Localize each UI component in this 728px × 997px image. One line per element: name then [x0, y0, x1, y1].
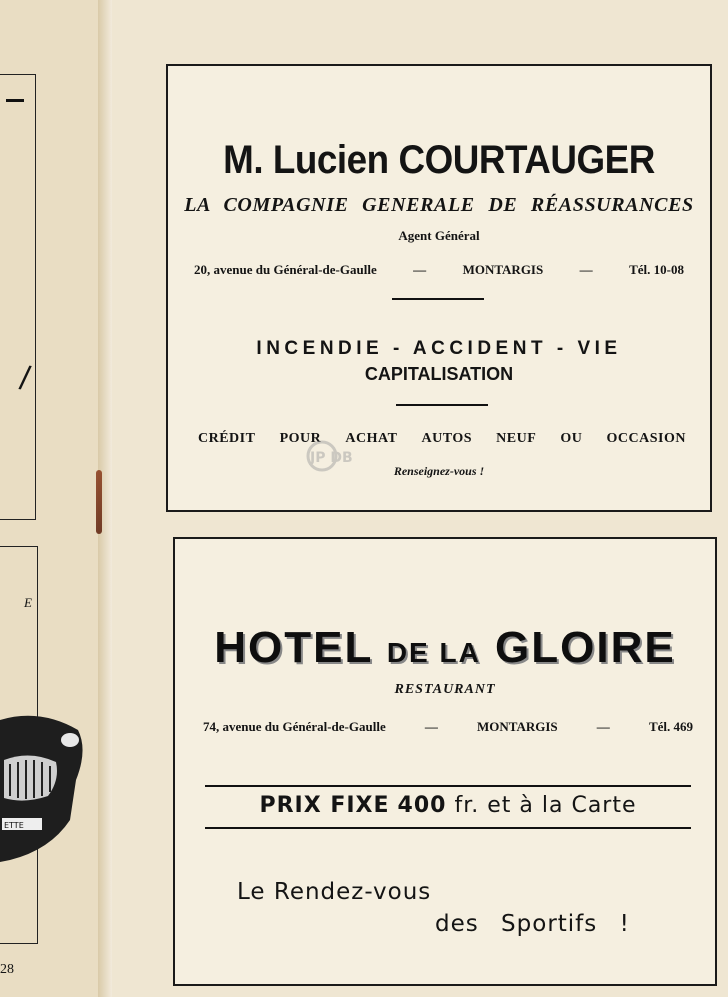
- left-page-dash: [6, 99, 24, 102]
- watermark-logo: [300, 438, 353, 488]
- left-page: [0, 0, 105, 997]
- dash-2: —: [579, 262, 593, 277]
- rust-stain: [96, 470, 102, 534]
- restaurant-label: RESTAURANT: [394, 682, 496, 697]
- watermark-text: JP DB: [310, 450, 353, 466]
- hotel-title: [175, 623, 715, 673]
- slogan-line-1: Le Rendez-vous: [237, 879, 432, 905]
- prix-fixe: PRIX FIXE: [259, 793, 390, 818]
- capitalisation: CAPITALISATION: [364, 364, 514, 384]
- credit-word: POUR: [279, 431, 322, 446]
- hotel-ad: [173, 537, 717, 986]
- carte-text: fr. et à la Carte: [454, 793, 637, 818]
- price-line: [205, 793, 691, 818]
- credit-word: NEUF: [496, 431, 537, 446]
- dash-1: —: [413, 262, 427, 277]
- prix-rule-bottom: [205, 827, 691, 829]
- left-page-box-top: [0, 74, 36, 520]
- prix-rule-top: [205, 785, 691, 787]
- divider-1: [392, 298, 484, 300]
- hotel-address-line: [203, 719, 693, 735]
- hotel-address: 74, avenue du Général-de-Gaulle: [203, 719, 386, 734]
- de-la: DE LA: [386, 637, 481, 668]
- insurance-city: MONTARGIS: [462, 262, 544, 277]
- insurance-ad: [166, 64, 712, 512]
- insurance-services: INCENDIE - ACCIDENT - VIE: [256, 338, 622, 359]
- hotel-word: HOTEL: [214, 623, 373, 672]
- slogan-line-2: des Sportifs !: [435, 911, 630, 937]
- gloire-word: GLOIRE: [495, 623, 676, 672]
- company-name: LA COMPAGNIE GENERALE DE RÉASSURANCES: [184, 194, 694, 216]
- agent-role: Agent Général: [398, 228, 480, 243]
- call-to-action: Renseignez-vous !: [393, 464, 485, 478]
- hotel-phone: Tél. 469: [648, 719, 693, 734]
- insurance-phone: Tél. 10-08: [629, 262, 684, 277]
- credit-word: OCCASION: [606, 431, 686, 446]
- credit-word: ACHAT: [345, 431, 398, 446]
- car-badge: ETTE: [4, 821, 24, 830]
- hotel-city: MONTARGIS: [477, 719, 558, 734]
- credit-line: [198, 431, 686, 447]
- credit-word: AUTOS: [421, 431, 473, 446]
- left-page-fragment: E: [24, 595, 32, 610]
- dash-3: —: [424, 719, 438, 734]
- price-value: 400: [397, 793, 447, 818]
- divider-2: [396, 404, 488, 406]
- page-number: 28: [0, 962, 14, 977]
- left-page-slash: /: [17, 359, 33, 396]
- credit-word: OU: [560, 431, 583, 446]
- insurance-address-line: [194, 262, 684, 278]
- car-illustration: [0, 700, 86, 870]
- credit-word: CRÉDIT: [198, 431, 256, 446]
- agent-name: M. Lucien COURTAUGER: [223, 138, 655, 182]
- dash-4: —: [596, 719, 610, 734]
- insurance-address: 20, avenue du Général-de-Gaulle: [194, 262, 377, 277]
